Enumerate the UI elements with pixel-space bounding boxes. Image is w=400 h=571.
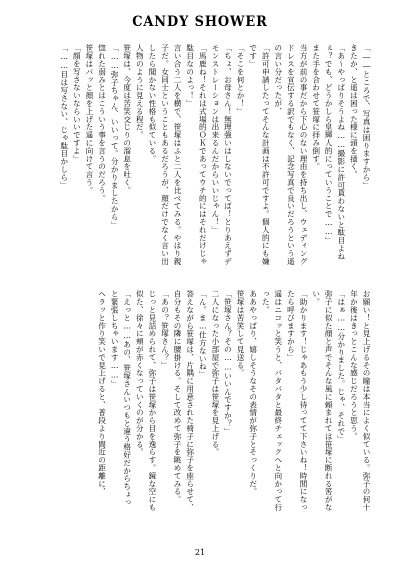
paragraph: 「馬鹿ね！それは式場的ＯＫであってウチ的にはそれだけじゃ駄目なのよっ！」 [185, 44, 208, 266]
paragraph: 「……弥子ちゃん、いいって。分かりましたから」 [110, 44, 120, 229]
paragraph: 遥はニコッと笑うと、バタバタと最終チェックへと向かって行った。 [261, 290, 283, 512]
paragraph: 「ちょ、お母さん！無理強いはしないでってば！とりあえずデモンストレーションは出来るんだからいいじゃん！」 [210, 44, 233, 266]
page-number: 21 [194, 548, 206, 557]
text-block-bottom [28, 290, 372, 512]
paragraph: 「助かります！じゃあもう少し待ってて下さいね！時間になったら呼びますから」 [286, 290, 309, 512]
paragraph: また手を合わせて笹塚に拝み倒す。 [311, 44, 321, 171]
paragraph: 惚れた弱みとはこういう事を言うのだろう。 [97, 44, 107, 202]
paragraph: 「あ〜やっぱりそうよね……撮影に許可貰わないと駄目よねぇ？でも、どうかしら皇輝人的にっていうことで……」 [324, 44, 346, 261]
paragraph: 「はぁ……分かりました。じゃ、それで」 [336, 290, 346, 443]
paragraph: 「笹塚さん？その……いいんですか？」 [223, 290, 233, 435]
paragraph: 「許可申請したってそんな計画は不許可ですよ。個人的にも嫌です」 [248, 44, 271, 266]
paragraph: ヘラッと作り笑いで見上げると、普段より間近の距離に、 [97, 290, 107, 496]
paragraph: 「ん。ま…仕方ないね」 [198, 290, 208, 379]
paragraph: じっと見詰められて、弥子は笹塚から目を逸らす。鏡な空にも似た、徐々に頬が赤くなっていくのが分かる。 [135, 290, 157, 512]
paragraph: 弥子に似た顔と声でそんな風に頼まれては笹塚に断れる筈がない。 [311, 290, 334, 512]
paragraph: 二人になった小部屋で弥子は笹塚を見上げる。 [210, 290, 220, 456]
paragraph: 笹塚は苦笑して見送る。 [236, 290, 246, 377]
paragraph: 当方が前の事だから下心のない理由を持ち出し、ウェディングドレスを宣伝する訳でもなく、記念写真で良いだろうという遥の言い分だったが、 [273, 44, 309, 266]
text-block-top [28, 44, 372, 266]
paragraph: 答えながら笹塚は、片隅に用意された椅子に弥子を座らせて、自分もその隣に腰掛ける。そして改めて弥子を眺めてみる。 [173, 290, 195, 512]
paragraph: 「顔を写さないならいいですよ」 [72, 44, 82, 163]
paragraph: 「あの？笹塚さん？」 [160, 290, 170, 369]
paragraph: 「えっと……あの、笹塚さんいつもと違う格好だからちょっと緊張しちゃいます……」 [110, 290, 132, 507]
paragraph: お願い！と見上げるその瞳は本当によく似ている。弥子の何十年か後はきっとこんな感じだろうと思う。 [349, 290, 371, 512]
paragraph: 「……目は写さない、じゃ駄目かしら」 [59, 44, 69, 189]
paragraph: きたか、と遥は困った様に頭を掻く。 [349, 44, 359, 179]
paragraph: 人物のように見える程だ。 [135, 44, 145, 139]
paragraph: 言い合う二人を横で、笹塚はふと二人を比べてみる。やはり親子だ。女同士ということもあるだろうが、顔だけでなく言い出したら聞かない性格も似ている。 [147, 44, 183, 266]
paragraph: 「そこを何とか！」 [236, 44, 246, 116]
paragraph: 笹塚は、今度は苦笑交じりの溜息を吐く。 [122, 44, 132, 195]
paragraph: 「――ところで、写真は困りますから」 [362, 44, 371, 189]
page-title: CANDY SHOWER [132, 14, 268, 30]
paragraph: 笹塚はパッと顔を上げた遥に向けて言う。 [84, 44, 94, 195]
paragraph: ああやっぱり、嬉しそうなその表情が弥子とそっくりだ。 [248, 290, 258, 496]
